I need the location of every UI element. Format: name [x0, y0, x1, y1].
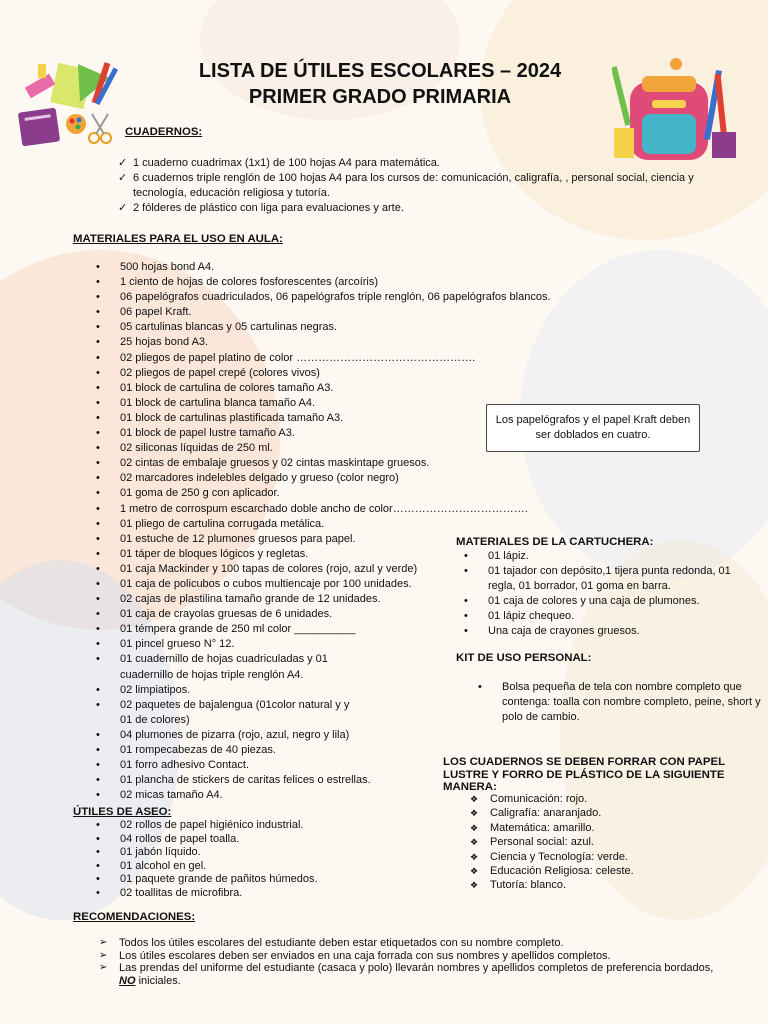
list-item: ❖ Caligrafía: anaranjado.: [490, 806, 750, 820]
list-item: • 02 paquetes de bajalengua (01color natural y y 01 de colores): [120, 698, 360, 728]
list-item: ➢ Todos los útiles escolares del estudiante deben estar etiquetados con su nombre completo.: [119, 937, 719, 950]
cartuchera-list: [488, 549, 738, 640]
list-item: • 01 táper de bloques lógicos y regletas.: [120, 547, 580, 562]
list-item: • 1 ciento de hojas de colores fosforescentes (arcoíris): [120, 275, 580, 290]
recomendaciones-list: [119, 937, 719, 987]
forro-heading: LOS CUADERNOS SE DEBEN FORRAR CON PAPEL LUSTRE Y FORRO DE PLÁSTICO DE LA SIGUIENTE MANERA:: [443, 756, 725, 794]
list-item: • 02 pliegos de papel platino de color ………………………………………….: [120, 351, 580, 366]
list-item: • 01 cuadernillo de hojas cuadriculadas y 01 cuadernillo de hojas triple renglón A4.: [120, 652, 360, 682]
list-item: • 02 toallitas de microfibra.: [120, 887, 420, 901]
cartuchera-heading: MATERIALES DE LA CARTUCHERA:: [456, 536, 654, 548]
list-item: • 01 caja de colores y una caja de plumones.: [488, 594, 738, 609]
aseo-heading: ÚTILES DE ASEO:: [73, 806, 172, 818]
list-item: • 01 alcohol en gel.: [120, 860, 420, 874]
list-item: • Una caja de crayones gruesos.: [488, 624, 738, 639]
recommendation-tail: iniciales.: [138, 974, 181, 987]
list-item: • 01 paquete grande de pañitos húmedos.: [120, 873, 420, 887]
list-item: • 01 block de cartulina blanca tamaño A4.: [120, 396, 580, 411]
list-item: ✓ 6 cuadernos triple renglón de 100 hojas A4 para los cursos de: comunicación, caligrafía, , personal social, ciencia y tecnología, educación religiosa y tutoría.: [133, 171, 733, 201]
list-item: • 01 estuche de 12 plumones gruesos para papel.: [120, 532, 580, 547]
list-item: • 01 caja Mackinder y 100 tapas de colores (rojo, azul y verde): [120, 562, 580, 577]
no-emphasis: NO: [119, 974, 136, 987]
aseo-list: [120, 819, 420, 901]
list-item: • 06 papel Kraft.: [120, 305, 580, 320]
aula-heading: MATERIALES PARA EL USO EN AULA:: [73, 233, 283, 245]
list-item: • 01 block de papel lustre tamaño A3.: [120, 426, 580, 441]
list-item: ❖ Educación Religiosa: celeste.: [490, 864, 750, 878]
list-item: • 01 block de cartulina de colores tamaño A3.: [120, 381, 580, 396]
list-item: ❖ Personal social: azul.: [490, 835, 750, 849]
cuadernos-list: [133, 156, 733, 216]
list-item: • 01 caja de crayolas gruesas de 6 unidades.: [120, 607, 580, 622]
list-item: [119, 962, 719, 987]
list-item: • 01 forro adhesivo Contact.: [120, 758, 580, 773]
recommendation-text: Las prendas del uniforme del estudiante (casaca y polo) llevarán nombres y apellidos completos de preferencia bordados,: [119, 962, 714, 975]
list-item: ✓ 2 fólderes de plástico con liga para evaluaciones y arte.: [133, 201, 733, 216]
forro-list: [490, 792, 750, 893]
title-line-2: PRIMER GRADO PRIMARIA: [248, 86, 512, 108]
kit-list: [502, 680, 764, 725]
list-item: • 01 jabón líquido.: [120, 846, 420, 860]
list-item: • 02 cintas de embalaje gruesos y 02 cintas maskintape gruesos.: [120, 456, 580, 471]
list-item: ✓ 1 cuaderno cuadrimax (1x1) de 100 hojas A4 para matemática.: [133, 156, 733, 171]
list-item: • 25 hojas bond A3.: [120, 335, 580, 350]
list-item: ❖ Comunicación: rojo.: [490, 792, 750, 806]
list-item: • 02 limpiatipos.: [120, 683, 580, 698]
list-item: • 05 cartulinas blancas y 05 cartulinas negras.: [120, 320, 580, 335]
cuadernos-heading: CUADERNOS:: [125, 126, 203, 138]
list-item: • 01 lápiz chequeo.: [488, 609, 738, 624]
recomendaciones-heading: RECOMENDACIONES:: [73, 911, 196, 923]
list-item: • 1 metro de corrospum escarchado doble ancho de color……………………………….: [120, 502, 580, 517]
list-item: • Bolsa pequeña de tela con nombre completo que contenga: toalla con nombre completo, peine, short y polo de cambio.: [502, 680, 764, 725]
list-item: ➢ Los útiles escolares deben ser enviados en una caja forrada con sus nombres y apellidos completos.: [119, 950, 719, 963]
list-item: • 02 pliegos de papel crepé (colores vivos): [120, 366, 580, 381]
list-item: • 02 cajas de plastilina tamaño grande de 12 unidades.: [120, 592, 580, 607]
list-item: • 04 rollos de papel toalla.: [120, 833, 420, 847]
list-item: • 01 pincel grueso N° 12.: [120, 637, 580, 652]
kit-heading: KIT DE USO PERSONAL:: [456, 652, 592, 664]
title-line-1: LISTA DE ÚTILES ESCOLARES – 2024: [198, 60, 562, 82]
list-item: • 500 hojas bond A4.: [120, 260, 580, 275]
list-item: ❖ Matemática: amarillo.: [490, 821, 750, 835]
list-item: • 02 siliconas líquidas de 250 ml.: [120, 441, 580, 456]
list-item: • 01 rompecabezas de 40 piezas.: [120, 743, 580, 758]
list-item: ❖ Ciencia y Tecnología: verde.: [490, 850, 750, 864]
list-item: • 02 micas tamaño A4.: [120, 788, 580, 803]
school-supplies-icon: [18, 58, 118, 150]
list-item: • 01 pliego de cartulina corrugada metálica.: [120, 517, 580, 532]
list-item: • 02 rollos de papel higiénico industrial.: [120, 819, 420, 833]
page-title: [120, 58, 640, 110]
list-item: • 01 plancha de stickers de caritas felices o estrellas.: [120, 773, 580, 788]
list-item: • 04 plumones de pizarra (rojo, azul, negro y lila): [120, 728, 580, 743]
list-item: • 01 lápiz.: [488, 549, 738, 564]
list-item: • 01 goma de 250 g con aplicador.: [120, 486, 580, 501]
list-item: • 02 marcadores indelebles delgado y grueso (color negro): [120, 471, 580, 486]
list-item: ❖ Tutoría: blanco.: [490, 878, 750, 892]
list-item: • 01 témpera grande de 250 ml color __________: [120, 622, 580, 637]
folding-note-callout: Los papelógrafos y el papel Kraft deben ser doblados en cuatro.: [486, 404, 700, 452]
list-item: • 01 block de cartulinas plastificada tamaño A3.: [120, 411, 580, 426]
list-item: • 01 tajador con depósito,1 tijera punta redonda, 01 regla, 01 borrador, 01 goma en barra.: [488, 564, 738, 594]
list-item: • 06 papelógrafos cuadriculados, 06 papelógrafos triple renglón, 06 papelógrafos blancos.: [120, 290, 580, 305]
list-item: • 01 caja de policubos o cubos multiencaje por 100 unidades.: [120, 577, 580, 592]
